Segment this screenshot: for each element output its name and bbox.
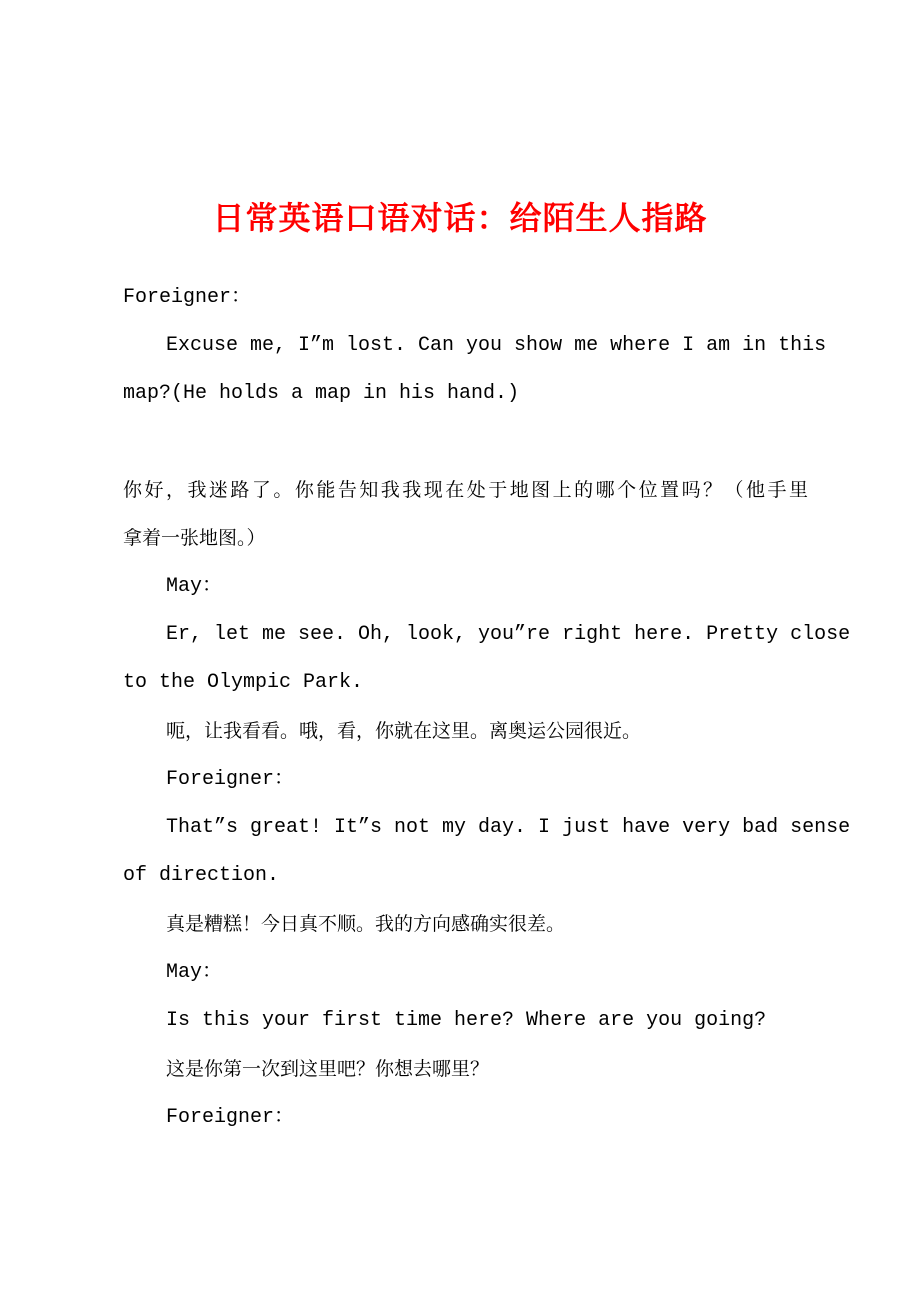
dialogue-line-chinese: 呃，让我看看。哦，看，你就在这里。离奥运公园很近。 (166, 720, 642, 742)
dialogue-line-chinese: 真是糟糕！今日真不顺。我的方向感确实很差。 (166, 913, 566, 935)
dialogue-line-english: Er, let me see. Oh, look, you”re right here. Pretty close (166, 623, 851, 646)
dialogue-line-english: of direction. (123, 864, 280, 887)
dialogue-line-chinese: 拿着一张地图。） (123, 527, 266, 549)
dialogue-line-english: That”s great! It”s not my day. I just have very bad sense (166, 816, 851, 839)
dialogue-line-english: map?(He holds a map in his hand.) (123, 382, 520, 405)
dialogue-line-english: Excuse me, I”m lost. Can you show me where I am in this (166, 334, 827, 357)
dialogue-line-chinese: 这是你第一次到这里吧？你想去哪里？ (166, 1058, 490, 1080)
dialogue-line-chinese: 你好，我迷路了。你能告知我我现在处于地图上的哪个位置吗？（他手里 (123, 479, 808, 501)
speaker-label: Foreigner： (123, 286, 252, 309)
speaker-label: Foreigner： (166, 768, 295, 791)
document-title: 日常英语口语对话：给陌生人指路 (212, 199, 708, 237)
dialogue-line-english: to the Olympic Park. (123, 671, 364, 694)
dialogue-line-english: Is this your first time here? Where are you going? (166, 1009, 767, 1032)
speaker-label: May： (166, 961, 223, 984)
speaker-label: May： (166, 575, 223, 598)
speaker-label: Foreigner： (166, 1106, 295, 1129)
